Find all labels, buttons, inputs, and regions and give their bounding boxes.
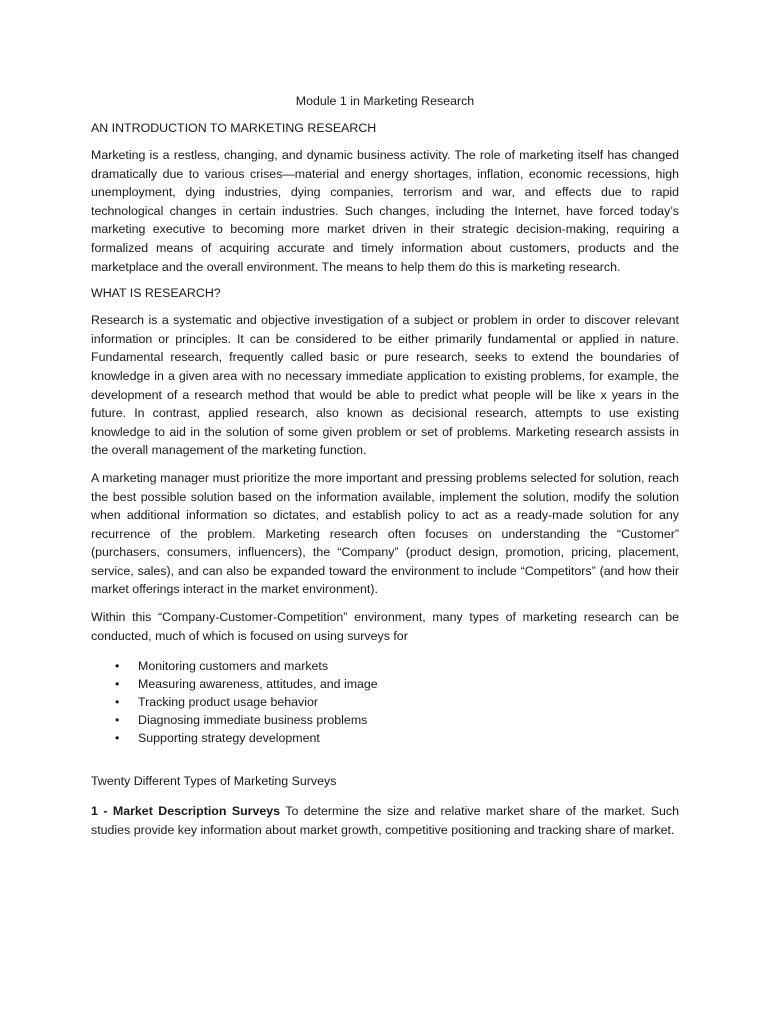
list-item-text: Supporting strategy development [138, 731, 320, 746]
section-title-survey-types: Twenty Different Types of Marketing Surveys [91, 774, 337, 789]
paragraph-introduction: Marketing is a restless, changing, and dynamic business activity. The role of marketing itself has changed dramatically due to various crises—material and energy shortages, inflation, economic recessions, high unemployment, dying industries, dying companies, terrorism and war, and effects due to rapid technological changes in certain industries. Such changes, including the Internet, have forced today’s marketing executive to becoming more market driven in their strategic decision-making, requiring a formalized means of acquiring accurate and timely information about customers, products and the marketplace and the overall environment. The means to help them do this is marketing research. [91, 148, 679, 274]
list-item-text: Tracking product usage behavior [138, 695, 318, 710]
survey-uses-list [91, 657, 679, 747]
list-item-text: Diagnosing immediate business problems [138, 713, 368, 728]
list-item [91, 675, 679, 693]
document-title: Module 1 in Marketing Research [295, 94, 475, 108]
list-item [91, 711, 679, 729]
survey-type-label: 1 - Market Description Surveys [91, 804, 281, 819]
bullet-icon: • [115, 659, 120, 674]
list-item-text: Monitoring customers and markets [138, 659, 329, 674]
list-item [91, 657, 679, 675]
bullet-icon: • [115, 713, 120, 728]
list-item-text: Measuring awareness, attitudes, and image [138, 677, 378, 692]
paragraph-company-customer-competition: Within this “Company-Customer-Competition” environment, many types of marketing research can be conducted, much of which is focused on using surveys for [91, 610, 679, 643]
paragraph-research: Research is a systematic and objective investigation of a subject or problem in order to discover relevant information or principles. It can be considered to be either primarily fundamental or applied in nature. Fundamental research, frequently called basic or pure research, seeks to extend the boundaries of knowledge in a given area with no necessary immediate application to existing problems, for example, the development of a research method that would be able to predict what people will be like x years in the future. In contrast, applied research, also known as decisional research, attempts to use existing knowledge to aid in the solution of some given problem or set of problems. Marketing research assists in the overall management of the marketing function. [91, 313, 679, 458]
heading-introduction: AN INTRODUCTION TO MARKETING RESEARCH [91, 121, 377, 135]
list-item [91, 729, 679, 747]
bullet-icon: • [115, 677, 120, 692]
paragraph-market-description-surveys [91, 802, 679, 839]
heading-what-is-research: WHAT IS RESEARCH? [91, 286, 221, 301]
survey-type-description: To determine the size and relative market share of the market. Such studies provide key information about market growth, competitive positioning and tracking share of market. [91, 804, 679, 837]
list-item [91, 693, 679, 711]
bullet-icon: • [115, 695, 120, 710]
paragraph-marketing-manager: A marketing manager must prioritize the more important and pressing problems selected for solution, reach the best possible solution based on the information available, implement the solution, modify the solution when additional information so dictates, and establish policy to act as a ready-made solution for any recurrence of the problem. Marketing research often focuses on understanding the “Customer” (purchasers, consumers, influencers), the “Company” (product design, promotion, pricing, placement, service, sales), and can also be expanded toward the environment to include “Competitors” (and how their market offerings interact in the market environment). [91, 470, 679, 597]
bullet-icon: • [115, 731, 120, 746]
document-page [91, 93, 679, 848]
